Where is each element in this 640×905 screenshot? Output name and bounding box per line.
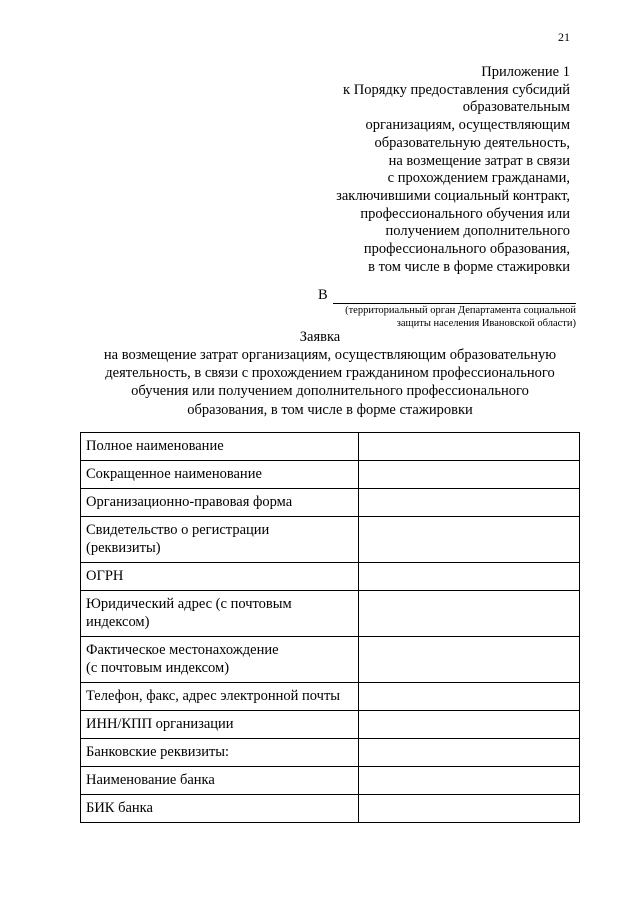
recipient-prefix: В <box>318 287 328 303</box>
field-label-line: ИНН/КПП организации <box>86 716 234 732</box>
field-label-line: Организационно-правовая форма <box>86 494 293 510</box>
field-label <box>81 517 359 563</box>
field-label-line: БИК банка <box>86 800 153 816</box>
field-value-cell[interactable] <box>359 767 580 795</box>
table-row <box>81 795 580 823</box>
appendix-line: образовательную деятельность, <box>374 134 570 151</box>
appendix-line: с прохождением гражданами, <box>387 170 570 187</box>
appendix-line: Приложение 1 <box>481 64 570 80</box>
field-label <box>81 683 359 711</box>
field-label <box>81 711 359 739</box>
appendix-line: профессионального обучения или <box>360 205 570 222</box>
appendix-header <box>270 64 570 276</box>
table-row <box>81 489 580 517</box>
field-label <box>81 591 359 637</box>
document-subtitle <box>80 346 580 419</box>
table-row <box>81 637 580 683</box>
field-label-line: Наименование банка <box>86 772 215 788</box>
page-number: 21 <box>558 30 570 44</box>
field-label-line: (реквизиты) <box>86 540 161 556</box>
field-label-line: Телефон, факс, адрес электронной почты <box>86 688 341 704</box>
field-label-line: ОГРН <box>86 568 124 584</box>
field-label-line: Свидетельство о регистрации <box>86 522 270 538</box>
field-value-cell[interactable] <box>359 489 580 517</box>
field-value-cell[interactable] <box>359 433 580 461</box>
field-label-line: (с почтовым индексом) <box>86 660 230 676</box>
application-form-table <box>80 432 580 823</box>
recipient-block <box>318 286 576 330</box>
field-label <box>81 739 359 767</box>
field-label <box>81 563 359 591</box>
field-label <box>81 767 359 795</box>
appendix-line: организациям, осуществляющим <box>365 117 570 134</box>
table-row <box>81 739 580 767</box>
field-label-line: Банковские реквизиты: <box>86 744 230 760</box>
field-value-cell[interactable] <box>359 461 580 489</box>
appendix-line: заключившими социальный контракт, <box>336 187 570 204</box>
document-title: Заявка <box>299 329 341 345</box>
table-row <box>81 517 580 563</box>
field-value-cell[interactable] <box>359 711 580 739</box>
field-label-line: Полное наименование <box>86 438 224 454</box>
table-row <box>81 433 580 461</box>
recipient-note <box>318 305 576 330</box>
field-value-cell[interactable] <box>359 563 580 591</box>
subtitle-line: на возмещение затрат организациям, осуществляющим образовательную <box>103 347 557 363</box>
field-value-cell[interactable] <box>359 795 580 823</box>
appendix-line: в том числе в форме стажировки <box>368 258 570 275</box>
field-label <box>81 637 359 683</box>
appendix-line: образовательным <box>462 99 570 116</box>
field-label-line: Фактическое местонахождение <box>86 642 279 658</box>
table-row <box>81 591 580 637</box>
table-row <box>81 563 580 591</box>
recipient-note-line: (территориальный орган Департамента социальной <box>345 305 576 316</box>
table-row <box>81 683 580 711</box>
field-label-line: Юридический адрес (с почтовым <box>86 596 292 612</box>
field-value-cell[interactable] <box>359 517 580 563</box>
appendix-line: получением дополнительного <box>385 223 570 240</box>
field-value-cell[interactable] <box>359 739 580 767</box>
recipient-blank-line[interactable] <box>333 290 576 304</box>
appendix-line: на возмещение затрат в связи <box>388 152 570 169</box>
appendix-line: к Порядку предоставления субсидий <box>343 81 570 98</box>
subtitle-line: деятельность, в связи с прохождением гражданином профессионального <box>105 365 555 382</box>
subtitle-line: обучения или получением дополнительного профессионального <box>131 383 529 400</box>
field-label <box>81 433 359 461</box>
table-row <box>81 767 580 795</box>
field-label <box>81 795 359 823</box>
field-label <box>81 489 359 517</box>
field-label <box>81 461 359 489</box>
appendix-line: профессионального образования, <box>363 241 570 258</box>
recipient-note-line: защиты населения Ивановской области) <box>396 317 576 329</box>
field-value-cell[interactable] <box>359 591 580 637</box>
subtitle-line: образования, в том числе в форме стажировки <box>187 401 473 418</box>
field-value-cell[interactable] <box>359 637 580 683</box>
field-label-line: Сокращенное наименование <box>86 466 262 482</box>
table-row <box>81 711 580 739</box>
table-row <box>81 461 580 489</box>
field-value-cell[interactable] <box>359 683 580 711</box>
field-label-line: индексом) <box>86 614 150 630</box>
